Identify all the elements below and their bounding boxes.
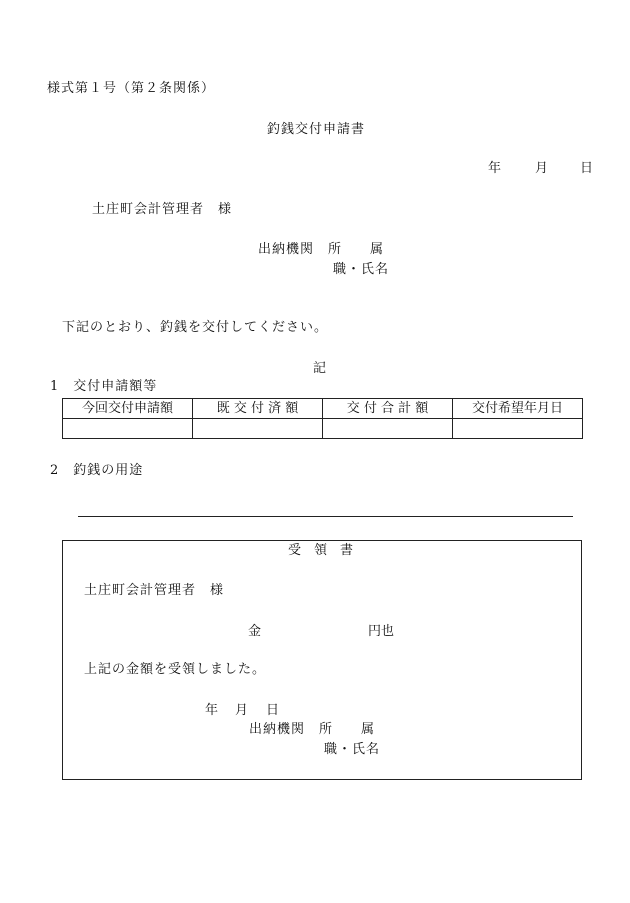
receipt-box: [62, 540, 582, 780]
cell-total-amount[interactable]: [323, 419, 453, 439]
receipt-date-month: 月: [235, 703, 249, 718]
receipt-amount-suffix: 円也: [368, 624, 395, 639]
cell-already-issued[interactable]: [193, 419, 323, 439]
header-already-issued: 既 交 付 済 額: [193, 399, 323, 419]
receipt-title: 受 領 書: [288, 543, 354, 558]
document-title: 釣銭交付申請書: [267, 122, 366, 137]
ki-mark: 記: [313, 361, 327, 376]
header-desired-date: 交付希望年月日: [453, 399, 583, 419]
table-row: [63, 419, 583, 439]
date-year: 年: [488, 161, 502, 176]
date-month: 月: [535, 161, 549, 176]
form-number: 様式第１号（第２条関係）: [47, 81, 216, 96]
date-day: 日: [580, 161, 594, 176]
receipt-amount-prefix: 金: [248, 624, 262, 639]
applicant-org-label: 出納機関 所 属: [258, 242, 385, 257]
receipt-date-year: 年: [205, 703, 219, 718]
applicant-name-label: 職・氏名: [333, 262, 390, 277]
table-header-row: [63, 399, 583, 419]
receipt-statement: 上記の金額を受領しました。: [84, 662, 267, 677]
application-table: [62, 398, 583, 439]
request-text: 下記のとおり、釣銭を交付してください。: [62, 320, 329, 335]
addressee: 土庄町会計管理者 様: [92, 202, 233, 217]
header-total-amount: 交 付 合 計 額: [323, 399, 453, 419]
receipt-org-label: 出納機関 所 属: [249, 722, 376, 737]
receipt-addressee: 土庄町会計管理者 様: [84, 583, 225, 598]
section1-title: 1 交付申請額等: [50, 379, 158, 394]
cell-current-amount[interactable]: [63, 419, 193, 439]
section2-title: 2 釣銭の用途: [50, 463, 144, 478]
purpose-underline[interactable]: [78, 516, 573, 517]
cell-desired-date[interactable]: [453, 419, 583, 439]
receipt-date-day: 日: [266, 703, 280, 718]
header-current-amount: 今回交付申請額: [63, 399, 193, 419]
receipt-name-label: 職・氏名: [324, 742, 381, 757]
